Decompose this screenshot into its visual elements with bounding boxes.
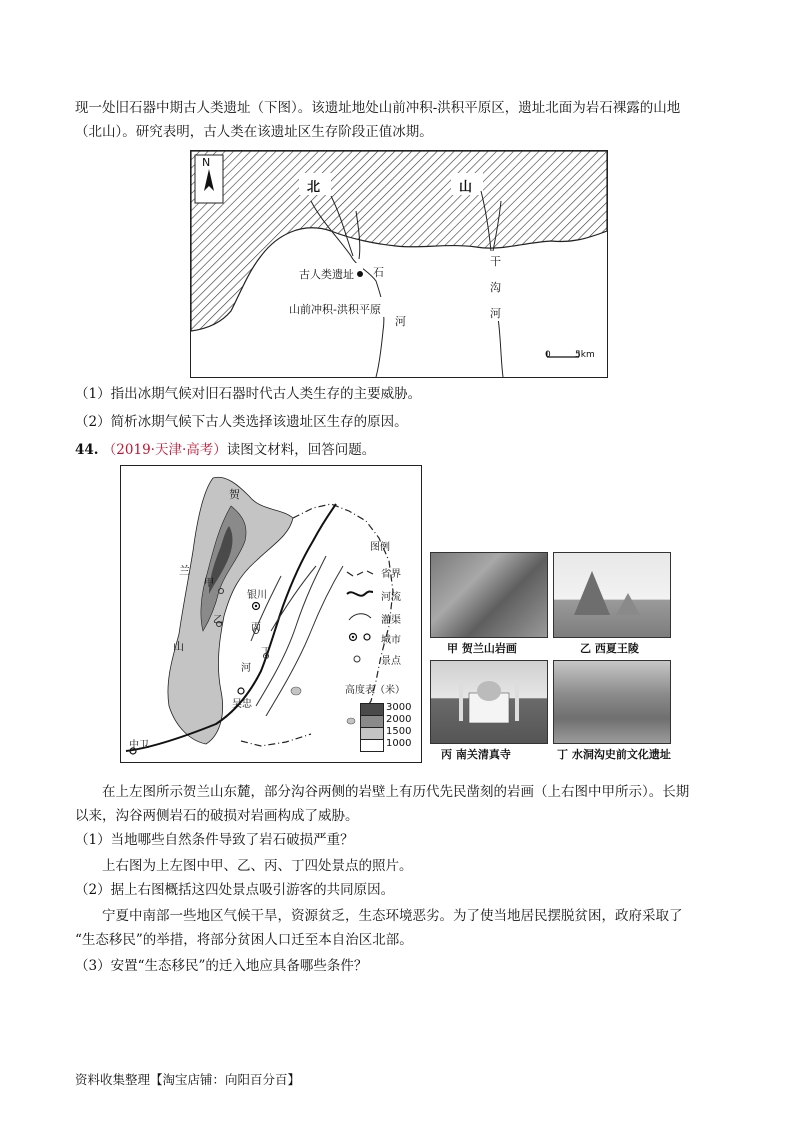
- photo-caption-yi: 乙 西夏王陵: [580, 642, 639, 655]
- photo-caption-ding: 丁 水洞沟史前文化遗址: [557, 748, 671, 761]
- q44-sub-2: （2）据上右图概括这四处景点吸引游客的共同原因。: [75, 882, 395, 898]
- gangou-label-gan: 干: [490, 255, 501, 268]
- passage-1-line-2: 以来，沟谷两侧岩石的破损对岩画构成了威胁。: [75, 808, 359, 824]
- north-mountain-area: [191, 151, 607, 331]
- passage-1-line-1: 在上左图所示贺兰山东麓，部分沟谷两侧的岩壁上有历代先民凿刻的岩画（上右图中甲所示）。长期: [102, 784, 690, 800]
- passage-3-line-2: “生态移民”的举措，将部分贫困人口迁至本自治区北部。: [75, 932, 413, 948]
- q44-prompt: 读图文材料，回答问题。: [226, 442, 376, 458]
- q44-source: （2019·天津·高考）: [102, 442, 227, 458]
- map-label-yi: 乙: [213, 615, 223, 626]
- legend-e1000: 1000: [386, 738, 412, 749]
- q44-header: [75, 440, 375, 460]
- scale-5km: 5km: [575, 350, 595, 360]
- legend-river-icon: [347, 592, 373, 596]
- passage-2: 上右图为上左图中甲、乙、丙、丁四处景点的照片。: [102, 858, 413, 874]
- wuzhong-city: [238, 688, 244, 694]
- he-river-label-1: 河: [395, 315, 406, 328]
- mountain-label-1: 北: [307, 180, 321, 195]
- q43-sub-1: （1）指出冰期气候对旧石器时代古人类生存的主要威胁。: [75, 386, 422, 402]
- map-label-jia: 甲: [204, 578, 214, 589]
- legend-canal: 灌渠: [381, 615, 401, 626]
- gangou-label-he: 河: [490, 307, 501, 320]
- q43-sub-2: （2）简析冰期气候下古人类选择该遗址区生存的原因。: [75, 414, 408, 430]
- photo-bing-mosque: [430, 660, 548, 744]
- map-label-wuzhong: 吴忠: [232, 699, 252, 710]
- map-label-ding: 丁: [261, 647, 271, 658]
- mountain-label-2: 山: [459, 180, 473, 195]
- legend-boundary: 省界: [381, 569, 401, 580]
- site-label: 古人类遗址: [299, 268, 354, 281]
- photo-yi-xixia-tombs: [553, 552, 671, 638]
- site-map: [190, 150, 608, 378]
- map-label-zhongwei: 中卫: [129, 740, 149, 751]
- passage-3-line-1: 宁夏中南部一些地区气候干旱，资源贫乏，生态环境恶劣。为了使当地居民摆脱贫困，政府采取了: [102, 908, 683, 924]
- north-label: N: [202, 156, 211, 169]
- helan-label-shan: 山: [173, 640, 184, 653]
- map-label-river: 河: [241, 663, 251, 674]
- gangou-label-gou: 沟: [490, 281, 501, 294]
- q44-sub-1: （1）当地哪些自然条件导致了岩石破损严重？: [75, 832, 354, 848]
- photo-caption-bing: 丙 南关清真寺: [441, 748, 511, 761]
- mosque-drawing: [431, 661, 547, 743]
- legend-title: 图例: [370, 542, 390, 553]
- scale-zero: 0: [545, 350, 551, 360]
- q44-number: 44.: [75, 442, 99, 458]
- page-footer: 资料收集整理【淘宝店铺：向阳百分百】: [75, 1072, 301, 1087]
- tomb-drawing: [554, 553, 670, 637]
- legend-river: 河流: [381, 592, 401, 603]
- legend-e2000: 2000: [386, 714, 412, 725]
- legend-swatch-1000: [360, 739, 384, 752]
- photo-jia-rock-art: [430, 552, 548, 638]
- legend-scenic: 景点: [381, 656, 401, 667]
- intro-line-2: （北山）。研究表明，古人类在该遗址区生存阶段正值冰期。: [75, 124, 433, 140]
- shi-river-label: 石: [373, 266, 384, 279]
- legend-e3000: 3000: [386, 702, 412, 713]
- legend-city: 城市: [381, 635, 401, 646]
- photo-ding-shuidonggou: [553, 660, 671, 744]
- q44-sub-3: （3）安置“生态移民”的迁入地应具备哪些条件？: [75, 958, 368, 974]
- map-label-yinchuan: 银川: [247, 590, 267, 601]
- map-label-bing: 丙: [251, 622, 261, 633]
- helan-label-lan: 兰: [179, 564, 190, 577]
- legend-boundary-icon: [347, 571, 373, 576]
- photo-caption-jia: 甲 贺兰山岩画: [447, 642, 517, 655]
- intro-line-1: 现一处旧石器中期古人类遗址（下图）。该遗址地处山前冲积-洪积平原区，遗址北面为岩石裸露的山地: [75, 100, 681, 116]
- legend-scenic-icon: [354, 656, 360, 662]
- legend-elevation-title: 高度表（米）: [345, 685, 405, 696]
- site-map-drawing: [191, 151, 607, 377]
- legend-e1500: 1500: [386, 726, 412, 737]
- plain-label: 山前冲积-洪积平原: [289, 303, 381, 316]
- legend-canal-icon: [349, 614, 371, 620]
- legend-symbols: [345, 562, 425, 692]
- site-point: [357, 271, 363, 277]
- helan-label-he: 贺: [229, 488, 240, 501]
